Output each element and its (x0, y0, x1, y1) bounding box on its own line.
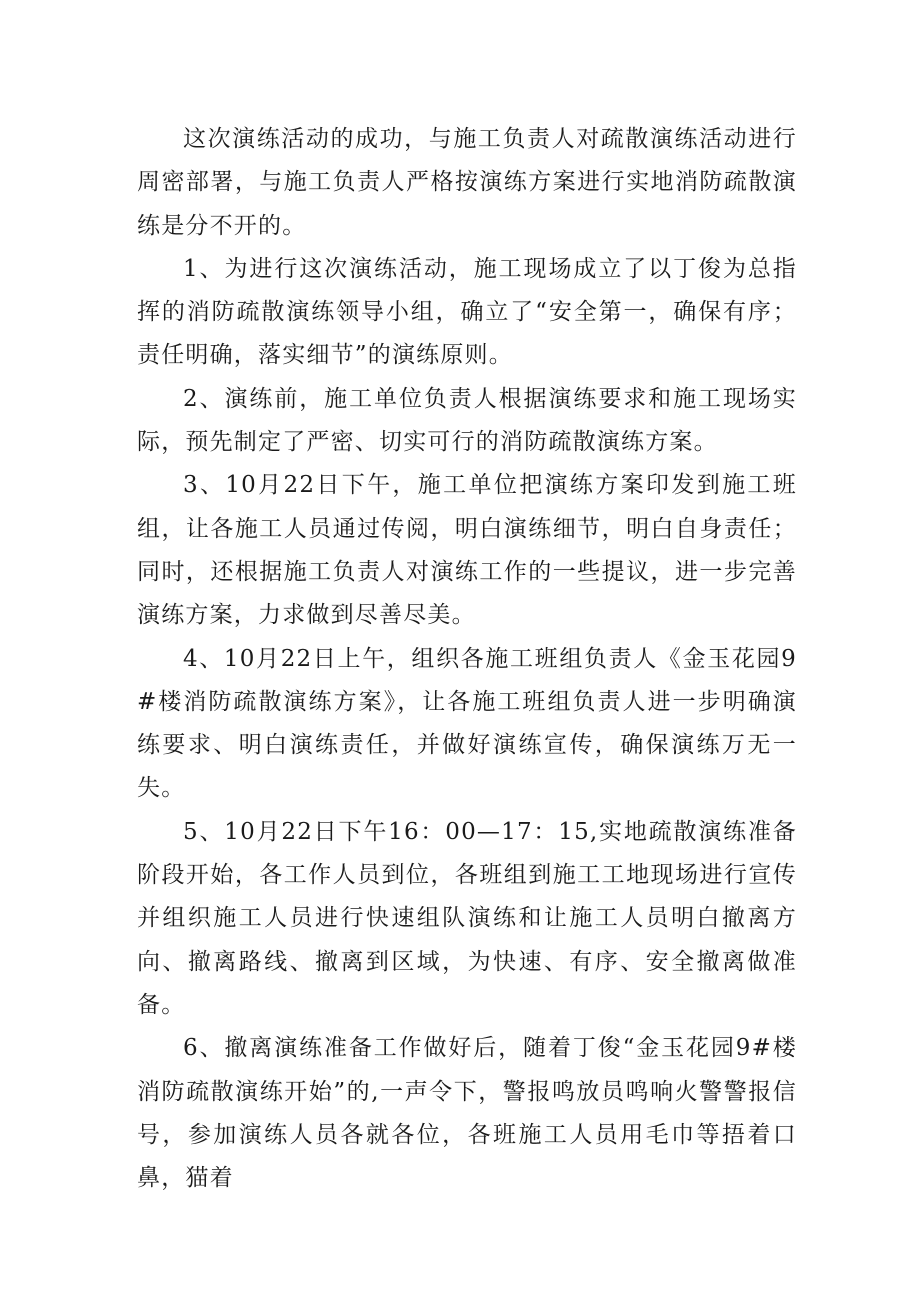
document-body (137, 118, 797, 1200)
paragraph-item-2: 2、演练前，施工单位负责人根据演练要求和施工现场实际，预先制定了严密、切实可行的消防疏散演练方案。 (137, 385, 797, 456)
paragraph-intro: 这次演练活动的成功，与施工负责人对疏散演练活动进行周密部署，与施工负责人严格按演练方案进行实地消防疏散演练是分不开的。 (137, 126, 797, 239)
paragraph-item-3: 3、10月22日下午，施工单位把演练方案印发到施工班组，让各施工人员通过传阅，明白演练细节，明白自身责任；同时，还根据施工负责人对演练工作的一些提议，进一步完善演练方案，力求做到尽善尽美。 (137, 472, 797, 629)
paragraph-item-1: 1、为进行这次演练活动，施工现场成立了以丁俊为总指挥的消防疏散演练领导小组，确立了“安全第一，确保有序；责任明确，落实细节”的演练原则。 (137, 255, 797, 369)
paragraph-item-4: 4、10月22日上午，组织各施工班组负责人《金玉花园9#楼消防疏散演练方案》，让各施工班组负责人进一步明确演练要求、明白演练责任，并做好演练宣传，确保演练万无一失。 (137, 645, 797, 802)
paragraph-item-5: 5、10月22日下午16：00—17：15,实地疏散演练准备阶段开始，各工作人员到位，各班组到施工工地现场进行宣传并组织施工人员进行快速组队演练和让施工人员明白撤离方向、撤离路线、撤离到区域，为快速、有序、安全撤离做准备。 (137, 818, 797, 1018)
paragraph-item-6: 6、撤离演练准备工作做好后，随着丁俊“金玉花园9#楼消防疏散演练开始”的,一声令下，警报鸣放员鸣响火警警报信号，参加演练人员各就各位，各班施工人员用毛巾等捂着口鼻，猫着 (137, 1035, 797, 1192)
